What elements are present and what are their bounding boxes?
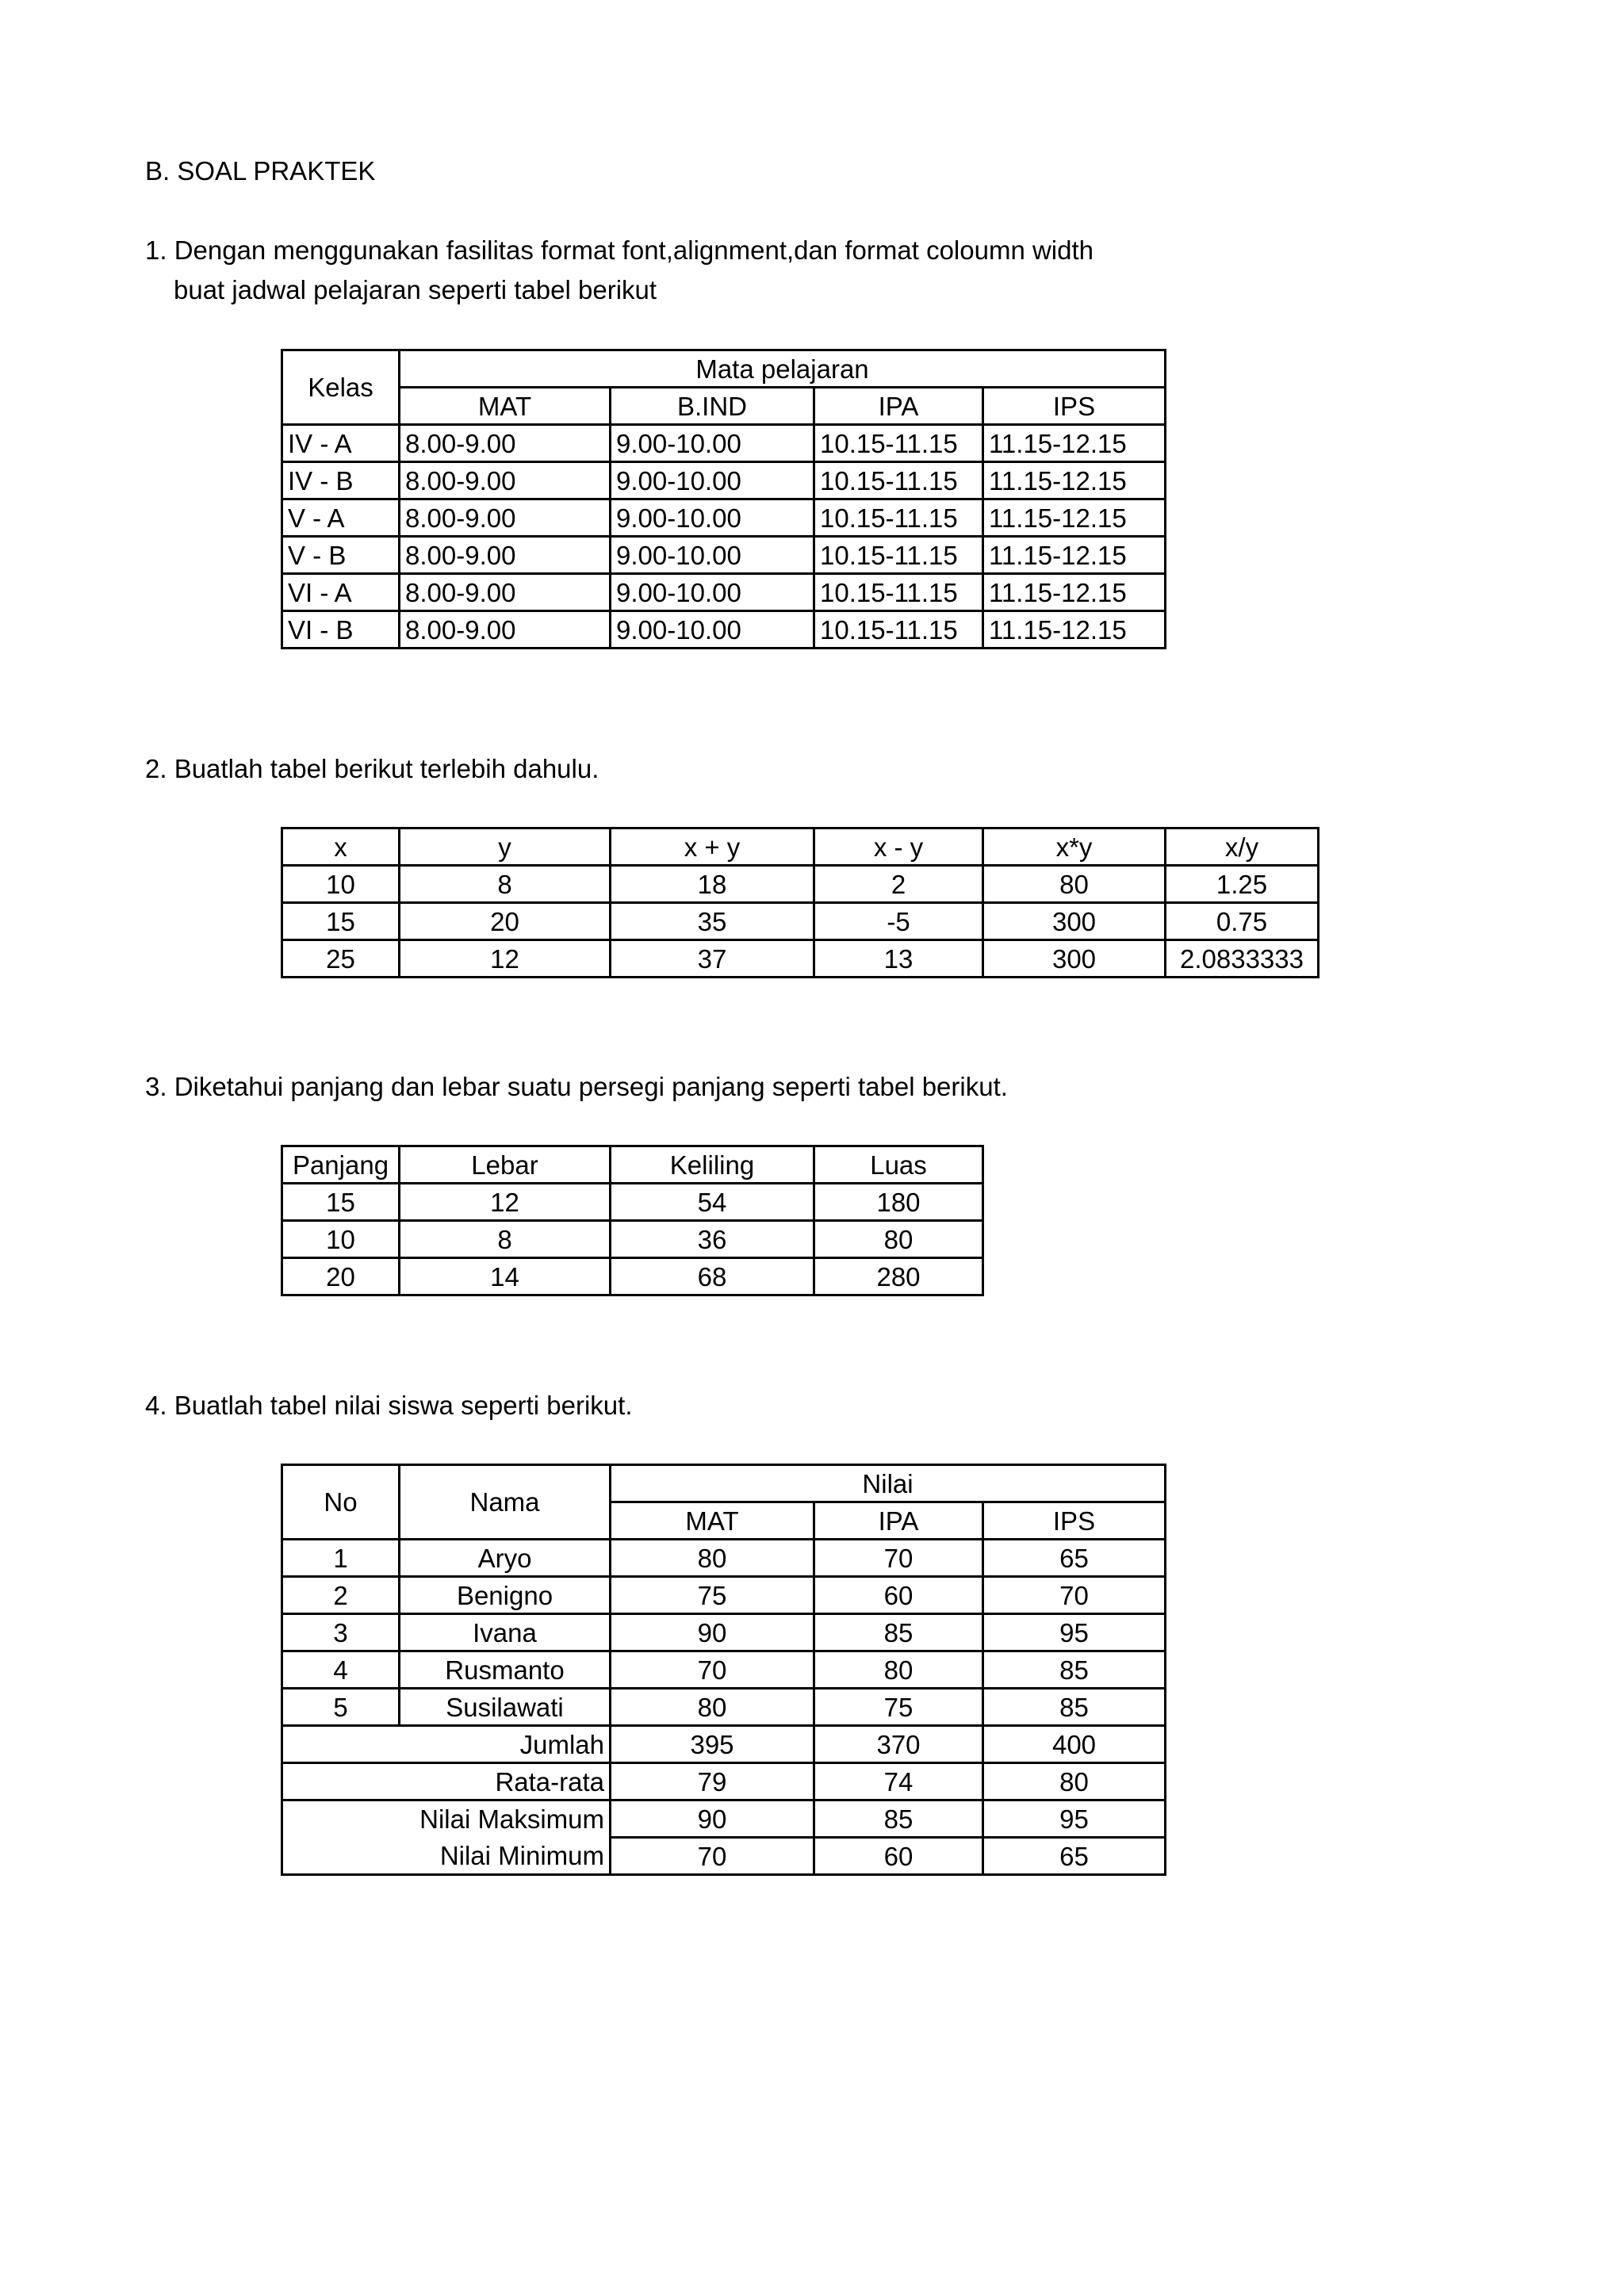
rectangle-table: [281, 1145, 984, 1296]
cell: 70: [611, 1651, 814, 1689]
schedule-subject-row: [282, 388, 1166, 425]
kelas-header: Kelas: [282, 350, 400, 425]
cell: 2: [282, 1577, 400, 1614]
cell: 8.00-9.00: [400, 425, 611, 462]
table-row: [282, 1614, 1166, 1651]
cell: Rusmanto: [400, 1651, 611, 1689]
cell: IV - A: [282, 425, 400, 462]
table-row: [282, 1689, 1166, 1726]
table-row: [282, 574, 1166, 611]
cell: Benigno: [400, 1577, 611, 1614]
cell: 395: [611, 1726, 814, 1763]
cell: 10.15-11.15: [814, 425, 983, 462]
cell: 8: [400, 1221, 611, 1258]
summary-label: Nilai Minimum: [282, 1838, 611, 1875]
table-row: [282, 462, 1166, 499]
cell: 80: [983, 1763, 1166, 1800]
table-row: [282, 1540, 1166, 1577]
cell: Susilawati: [400, 1689, 611, 1726]
column-header: Panjang: [282, 1146, 400, 1184]
cell: 3: [282, 1614, 400, 1651]
table-row: [282, 1258, 983, 1295]
schedule-table: [281, 349, 1166, 649]
table-row: [282, 1577, 1166, 1614]
table-row: [282, 425, 1166, 462]
cell: 15: [282, 1184, 400, 1221]
cell: 35: [611, 903, 814, 940]
column-header: x/y: [1166, 828, 1319, 866]
cell: 25: [282, 940, 400, 978]
table-row: [282, 1184, 983, 1221]
cell: 54: [611, 1184, 814, 1221]
summary-label: Nilai Maksimum: [282, 1800, 611, 1838]
rectangle-header-row: [282, 1146, 983, 1184]
q3-instruction: 3. Diketahui panjang dan lebar suatu persegi panjang seperti tabel berikut.: [145, 1072, 1008, 1101]
table-row: [282, 537, 1166, 574]
cell: 10.15-11.15: [814, 499, 983, 537]
cell: 8.00-9.00: [400, 499, 611, 537]
cell: 8.00-9.00: [400, 537, 611, 574]
cell: 80: [814, 1221, 983, 1258]
subject-header: MAT: [611, 1502, 814, 1540]
summary-row: [282, 1763, 1166, 1800]
cell: 85: [814, 1614, 983, 1651]
cell: 9.00-10.00: [611, 425, 814, 462]
cell: 9.00-10.00: [611, 462, 814, 499]
cell: 60: [814, 1838, 983, 1875]
table-row: [282, 866, 1319, 903]
cell: 14: [400, 1258, 611, 1295]
cell: 1: [282, 1540, 400, 1577]
cell: 65: [983, 1838, 1166, 1875]
cell: 2.0833333: [1166, 940, 1319, 978]
column-header: x - y: [814, 828, 983, 866]
cell: 68: [611, 1258, 814, 1295]
subject-header: MAT: [400, 388, 611, 425]
cell: 95: [983, 1614, 1166, 1651]
cell: 300: [983, 940, 1166, 978]
cell: 11.15-12.15: [983, 462, 1166, 499]
q1-instruction-line2: buat jadwal pelajaran seperti tabel berikut: [174, 275, 657, 304]
cell: 60: [814, 1577, 983, 1614]
cell: 370: [814, 1726, 983, 1763]
table-row: [282, 499, 1166, 537]
cell: 10: [282, 866, 400, 903]
cell: VI - A: [282, 574, 400, 611]
cell: 80: [983, 866, 1166, 903]
cell: 11.15-12.15: [983, 611, 1166, 649]
cell: 36: [611, 1221, 814, 1258]
summary-label: Jumlah: [282, 1726, 611, 1763]
cell: 85: [814, 1800, 983, 1838]
nama-header: Nama: [400, 1465, 611, 1540]
mata-pelajaran-header: Mata pelajaran: [400, 350, 1166, 388]
cell: 10.15-11.15: [814, 537, 983, 574]
cell: 80: [611, 1689, 814, 1726]
cell: 11.15-12.15: [983, 574, 1166, 611]
cell: 79: [611, 1763, 814, 1800]
summary-row: [282, 1726, 1166, 1763]
subject-header: IPA: [814, 388, 983, 425]
cell: 70: [814, 1540, 983, 1577]
cell: 70: [611, 1838, 814, 1875]
cell: 11.15-12.15: [983, 425, 1166, 462]
cell: 85: [983, 1689, 1166, 1726]
schedule-header-row: [282, 350, 1166, 388]
cell: 9.00-10.00: [611, 574, 814, 611]
grades-header-row: [282, 1465, 1166, 1502]
cell: 10.15-11.15: [814, 611, 983, 649]
cell: 20: [400, 903, 611, 940]
cell: -5: [814, 903, 983, 940]
cell: 12: [400, 1184, 611, 1221]
cell: 18: [611, 866, 814, 903]
cell: 180: [814, 1184, 983, 1221]
cell: 85: [983, 1651, 1166, 1689]
cell: 90: [611, 1800, 814, 1838]
cell: 15: [282, 903, 400, 940]
column-header: x + y: [611, 828, 814, 866]
cell: 5: [282, 1689, 400, 1726]
cell: 1.25: [1166, 866, 1319, 903]
cell: 0.75: [1166, 903, 1319, 940]
cell: 90: [611, 1614, 814, 1651]
cell: V - A: [282, 499, 400, 537]
no-header: No: [282, 1465, 400, 1540]
column-header: Keliling: [611, 1146, 814, 1184]
cell: 10.15-11.15: [814, 574, 983, 611]
table-row: [282, 940, 1319, 978]
cell: 9.00-10.00: [611, 499, 814, 537]
table-row: [282, 1651, 1166, 1689]
column-header: x*y: [983, 828, 1166, 866]
cell: 9.00-10.00: [611, 537, 814, 574]
cell: 280: [814, 1258, 983, 1295]
cell: 10: [282, 1221, 400, 1258]
cell: 74: [814, 1763, 983, 1800]
cell: IV - B: [282, 462, 400, 499]
cell: V - B: [282, 537, 400, 574]
q1-instruction-line1: 1. Dengan menggunakan fasilitas format font,alignment,dan format coloumn width: [145, 235, 1094, 265]
cell: 300: [983, 903, 1166, 940]
cell: 10.15-11.15: [814, 462, 983, 499]
cell: 95: [983, 1800, 1166, 1838]
arithmetic-header-row: [282, 828, 1319, 866]
cell: Aryo: [400, 1540, 611, 1577]
cell: 75: [611, 1577, 814, 1614]
cell: 8: [400, 866, 611, 903]
cell: 65: [983, 1540, 1166, 1577]
cell: 20: [282, 1258, 400, 1295]
column-header: Lebar: [400, 1146, 611, 1184]
cell: 11.15-12.15: [983, 537, 1166, 574]
q4-instruction: 4. Buatlah tabel nilai siswa seperti berikut.: [145, 1391, 633, 1420]
nilai-header: Nilai: [611, 1465, 1166, 1502]
table-row: [282, 903, 1319, 940]
cell: 9.00-10.00: [611, 611, 814, 649]
summary-row: [282, 1838, 1166, 1875]
cell: 11.15-12.15: [983, 499, 1166, 537]
cell: 37: [611, 940, 814, 978]
subject-header: IPA: [814, 1502, 983, 1540]
cell: 70: [983, 1577, 1166, 1614]
cell: VI - B: [282, 611, 400, 649]
cell: 4: [282, 1651, 400, 1689]
section-title: B. SOAL PRAKTEK: [145, 156, 376, 186]
cell: 80: [611, 1540, 814, 1577]
table-row: [282, 611, 1166, 649]
cell: Ivana: [400, 1614, 611, 1651]
summary-row: [282, 1800, 1166, 1838]
q2-instruction: 2. Buatlah tabel berikut terlebih dahulu.: [145, 754, 599, 783]
subject-header: IPS: [983, 388, 1166, 425]
grades-table: [281, 1464, 1166, 1876]
cell: 8.00-9.00: [400, 574, 611, 611]
summary-label: Rata-rata: [282, 1763, 611, 1800]
table-row: [282, 1221, 983, 1258]
column-header: y: [400, 828, 611, 866]
arithmetic-table: [281, 827, 1320, 978]
cell: 12: [400, 940, 611, 978]
subject-header: B.IND: [611, 388, 814, 425]
subject-header: IPS: [983, 1502, 1166, 1540]
column-header: x: [282, 828, 400, 866]
cell: 8.00-9.00: [400, 462, 611, 499]
column-header: Luas: [814, 1146, 983, 1184]
cell: 8.00-9.00: [400, 611, 611, 649]
cell: 80: [814, 1651, 983, 1689]
cell: 13: [814, 940, 983, 978]
cell: 75: [814, 1689, 983, 1726]
cell: 400: [983, 1726, 1166, 1763]
cell: 2: [814, 866, 983, 903]
